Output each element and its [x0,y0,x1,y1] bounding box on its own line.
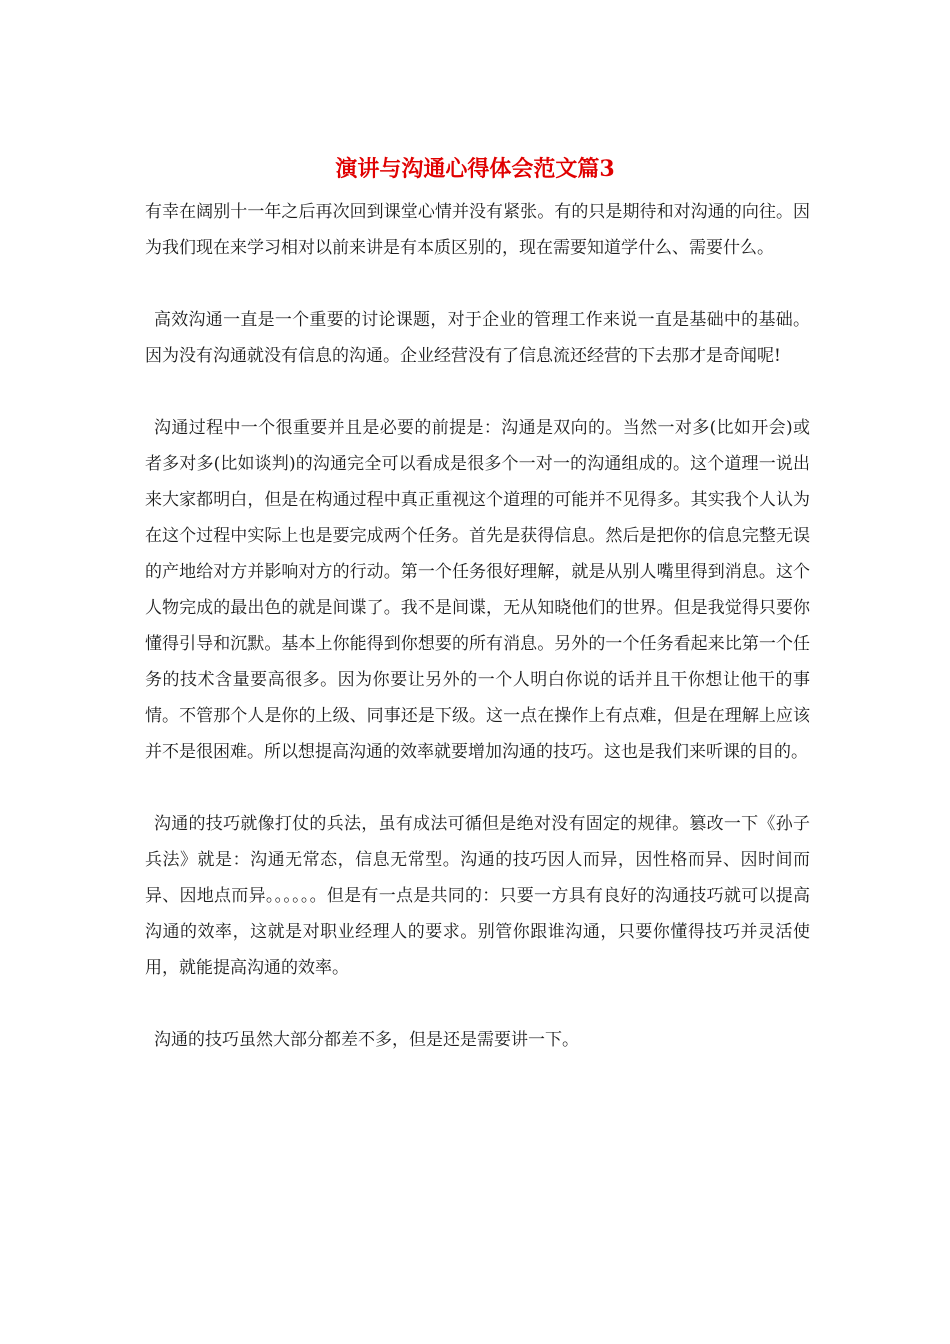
paragraph-2: 高效沟通一直是一个重要的讨论课题，对于企业的管理工作来说一直是基础中的基础。因为没有沟通就没有信息的沟通。企业经营没有了信息流还经营的下去那才是奇闻呢! [145,310,810,366]
paragraph-5: 沟通的技巧虽然大部分都差不多，但是还是需要讲一下。 [154,1030,579,1050]
paragraph-1: 有幸在阔别十一年之后再次回到课堂心情并没有紧张。有的只是期待和对沟通的向往。因为我们现在来学习相对以前来讲是有本质区别的，现在需要知道学什么、需要什么。 [145,202,810,258]
paragraph-3: 沟通过程中一个很重要并且是必要的前提是：沟通是双向的。当然一对多(比如开会)或者多对多(比如谈判)的沟通完全可以看成是很多个一对一的沟通组成的。这个道理一说出来大家都明白，但是在构通过程中真正重视这个道理的可能并不见得多。其实我个人认为在这个过程中实际上也是要完成两个任务。首先是获得信息。然后是把你的信息完整无误的产地给对方并影响对方的行动。第一个任务很好理解，就是从别人嘴里得到消息。这个人物完成的最出色的就是间谍了。我不是间谍，无从知晓他们的世界。但是我觉得只要你懂得引导和沉默。基本上你能得到你想要的所有消息。另外的一个任务看起来比第一个任务的技术含量要高很多。因为你要让另外的一个人明白你说的话并且干你想让他干的事情。不管那个人是你的上级、同事还是下级。这一点在操作上有点难，但是在理解上应该并不是很困难。所以想提高沟通的效率就要增加沟通的技巧。这也是我们来听课的目的。 [145,418,810,762]
paragraph-4: 沟通的技巧就像打仗的兵法，虽有成法可循但是绝对没有固定的规律。篡改一下《孙子兵法》就是：沟通无常态，信息无常型。沟通的技巧因人而异，因性格而异、因时间而异、因地点而异。。。。。。但是有一点是共同的：只要一方具有良好的沟通技巧就可以提高沟通的效率，这就是对职业经理人的要求。别管你跟谁沟通，只要你懂得技巧并灵活使用，就能提高沟通的效率。 [145,814,810,978]
document-body [145,194,810,1094]
page-title: 演讲与沟通心得体会范文篇3 [335,156,615,182]
